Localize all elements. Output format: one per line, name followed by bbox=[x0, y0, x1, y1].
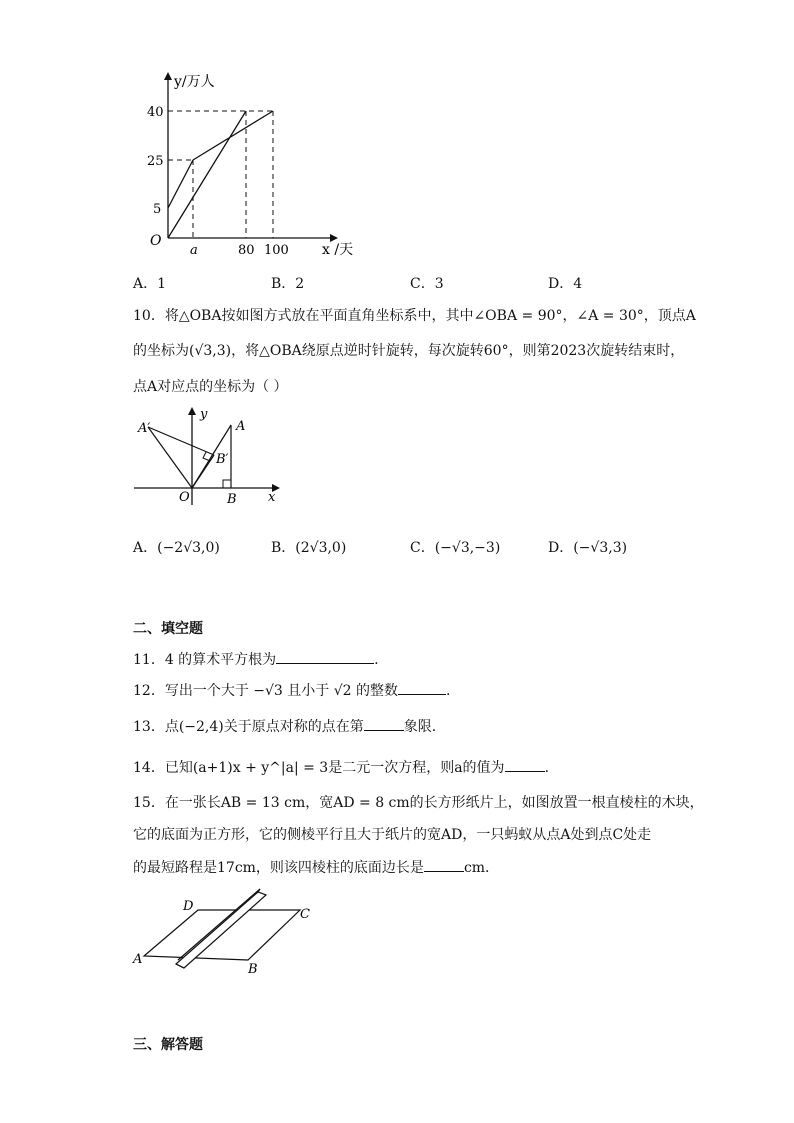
q15-answer-blank[interactable] bbox=[424, 857, 464, 872]
q13-text: 13．点(−2,4)关于原点对称的点在第 bbox=[133, 719, 364, 735]
y-axis-arrow bbox=[164, 72, 172, 80]
label-y: y bbox=[200, 407, 208, 422]
q10-line2: 的坐标为(√3,3)，将△OBA绕原点逆时针旋转，每次旋转60°，则第2023次旋转结束时， bbox=[133, 343, 685, 359]
label-O: O bbox=[179, 490, 190, 505]
q12-answer-blank[interactable] bbox=[398, 680, 446, 695]
label-B: B bbox=[227, 492, 237, 507]
q15-end: cm. bbox=[463, 860, 490, 876]
ytick-40: 40 bbox=[147, 105, 164, 120]
q11 bbox=[133, 649, 379, 670]
label-B-prime: B′ bbox=[216, 452, 229, 467]
right-angle-B bbox=[223, 480, 231, 488]
q15-line1: 15．在一张长AB = 13 cm，宽AD = 8 cm的长方形纸片上，如图放置一根直棱柱的木块， bbox=[133, 795, 704, 811]
q13 bbox=[133, 716, 436, 737]
prism-top-end bbox=[258, 889, 260, 892]
q10-option-c[interactable]: C．(−√3,−3) bbox=[410, 540, 501, 556]
q10-figure bbox=[130, 405, 290, 510]
label-D: D bbox=[183, 899, 194, 914]
segment-B-prime-O bbox=[192, 455, 214, 488]
line-1-part2 bbox=[193, 111, 273, 160]
q14-answer-blank[interactable] bbox=[505, 757, 545, 772]
origin-label: O bbox=[150, 233, 162, 249]
line-1-part1 bbox=[168, 160, 193, 208]
label-A: A bbox=[133, 952, 143, 967]
q15-text: 的最短路程是17cm，则该四棱柱的底面边长是 bbox=[133, 860, 424, 876]
q15-figure bbox=[130, 888, 325, 983]
q13-answer-blank[interactable] bbox=[364, 716, 404, 731]
fig10-y-arrow bbox=[188, 407, 196, 415]
x-axis-label: x /天 bbox=[322, 242, 354, 258]
xtick-100: 100 bbox=[264, 243, 289, 258]
q11-answer-blank[interactable] bbox=[276, 649, 374, 664]
xtick-80: 80 bbox=[238, 243, 255, 258]
q10-option-d[interactable]: D．(−√3,3) bbox=[548, 540, 628, 556]
label-A: A bbox=[236, 419, 246, 434]
label-C: C bbox=[300, 907, 310, 922]
q13-end: 象限. bbox=[403, 719, 437, 735]
q12-end: . bbox=[446, 683, 451, 699]
q10-option-b[interactable]: B．(2√3,0) bbox=[271, 540, 347, 556]
section2-title: 二、填空题 bbox=[133, 621, 203, 637]
label-x: x bbox=[268, 490, 276, 505]
label-A-prime: A′ bbox=[138, 421, 151, 436]
q9-option-b[interactable]: B．2 bbox=[271, 276, 305, 292]
q14-end: . bbox=[544, 760, 550, 776]
q11-text: 11．4 的算术平方根为 bbox=[133, 652, 277, 668]
paper-rectangle bbox=[144, 910, 300, 960]
q9-option-c[interactable]: C．3 bbox=[410, 276, 444, 292]
ytick-25: 25 bbox=[147, 154, 164, 169]
line-2 bbox=[168, 111, 246, 238]
q9-graph bbox=[130, 68, 370, 258]
q14 bbox=[133, 757, 549, 778]
q15-line2: 它的底面为正方形，它的侧棱平行且大于纸片的宽AD，一只蚂蚁从点A处到点C处走 bbox=[133, 827, 652, 843]
q10-line1: 10．将△OBA按如图方式放在平面直角坐标系中，其中∠OBA = 90°，∠A = 30°，顶点A bbox=[133, 308, 696, 324]
y-axis-label: y/万人 bbox=[174, 74, 215, 90]
q15-line3 bbox=[133, 857, 490, 878]
q10-option-a[interactable]: A．(−2√3,0) bbox=[133, 540, 220, 556]
q10-line3: 点A对应点的坐标为（ ） bbox=[133, 379, 288, 395]
xtick-a: a bbox=[190, 243, 198, 258]
label-B: B bbox=[248, 962, 258, 977]
q9-option-d[interactable]: D．4 bbox=[548, 276, 583, 292]
q12-text: 12．写出一个大于 −√3 且小于 √2 的整数 bbox=[133, 683, 399, 699]
x-axis-arrow bbox=[330, 234, 338, 242]
q12 bbox=[133, 680, 450, 701]
q11-end: . bbox=[374, 652, 379, 668]
q9-option-a[interactable]: A．1 bbox=[133, 276, 167, 292]
ytick-5: 5 bbox=[153, 202, 162, 217]
q14-text: 14．已知(a+1)x + y^|a| = 3是二元一次方程，则a的值为 bbox=[133, 760, 505, 776]
section3-title: 三、解答题 bbox=[133, 1037, 203, 1053]
